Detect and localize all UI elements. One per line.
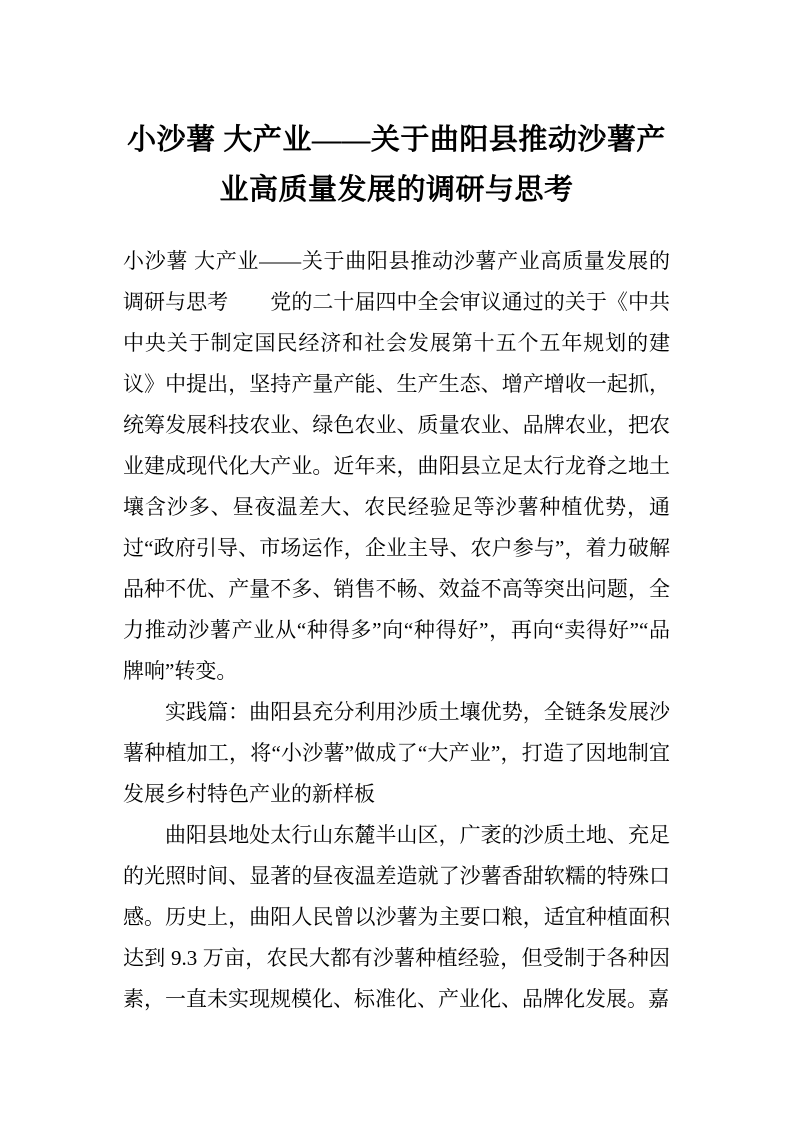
paragraph-practice-summary: 实践篇：曲阳县充分利用沙质土壤优势，全链条发展沙薯种植加工，将“小沙薯”做成了“大产业”，打造了因地制宜发展乡村特色产业的新样板	[123, 700, 670, 806]
document-title	[123, 115, 670, 215]
paragraph-county-background: 曲阳县地处太行山东麓半山区，广袤的沙质土地、充足的光照时间、显著的昼夜温差造就了沙薯香甜软糯的特殊口感。历史上，曲阳人民曾以沙薯为主要口粮，适宜种植面积达到 9.3 万亩，农民大都有沙薯种植经验，但受制于各种因素，一直未实现规模化、标准化、产业化、品牌化发展。嘉	[123, 823, 670, 1011]
document-title-line-1: 小沙薯 大产业——关于曲阳县推动沙薯产	[127, 124, 666, 156]
document-body	[123, 241, 670, 1020]
document-title-line-2: 业高质量发展的调研与思考	[219, 174, 574, 206]
paragraph-intro: 小沙薯 大产业——关于曲阳县推动沙薯产业高质量发展的调研与思考 党的二十届四中全会审议通过的关于《中共中央关于制定国民经济和社会发展第十五个五年规划的建议》中提出，坚持产量产能、生产生态、增产增收一起抓，统筹发展科技农业、绿色农业、质量农业、品牌农业，把农业建成现代化大产业。近年来，曲阳县立足太行龙脊之地土壤含沙多、昼夜温差大、农民经验足等沙薯种植优势，通过“政府引导、市场运作，企业主导、农户参与”，着力破解品种不优、产量不多、销售不畅、效益不高等突出问题，全力推动沙薯产业从“种得多”向“种得好”，再向“卖得好”“品牌响”转变。	[123, 249, 670, 683]
